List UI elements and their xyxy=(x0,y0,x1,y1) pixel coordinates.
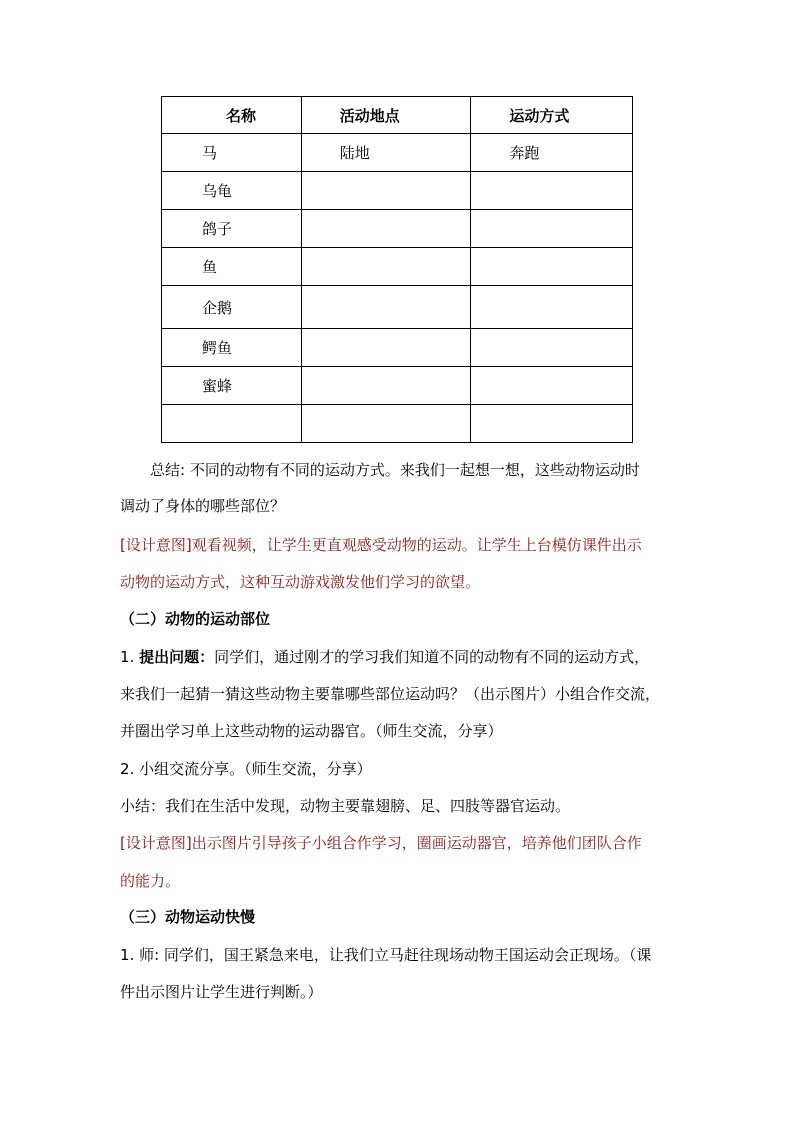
table-row xyxy=(162,248,633,286)
animal-movement-table xyxy=(161,96,633,443)
table-row xyxy=(162,210,633,248)
item-1-number: 1. xyxy=(120,648,140,666)
design-intent-1-line-1: [设计意图]观看视频，让学生更直观感受动物的运动。让学生上台模仿课件出示 xyxy=(120,536,642,554)
table-row xyxy=(162,367,633,405)
cell-movement xyxy=(471,367,633,405)
cell-place: 陆地 xyxy=(301,134,471,172)
cell-name xyxy=(162,405,302,443)
item-1-line-3: 并圈出学习单上这些动物的运动器官。（师生交流，分享） xyxy=(120,722,503,740)
item-1-line-2: 来我们一起猜一猜这些动物主要靠哪些部位运动吗？（出示图片）小组合作交流， xyxy=(120,685,661,703)
cell-name: 蜜蜂 xyxy=(162,367,302,405)
table-row xyxy=(162,405,633,443)
cell-movement xyxy=(471,405,633,443)
cell-place xyxy=(301,329,471,367)
table-row xyxy=(162,172,633,210)
table-row xyxy=(162,329,633,367)
conclusion: 小结：我们在生活中发现，动物主要靠翅膀、足、四肢等器官运动。 xyxy=(120,797,571,815)
item-1-label: 提出问题： xyxy=(139,648,215,666)
item-3-line-1: 1. 师: 同学们，国王紧急来电，让我们立马赶往现场动物王国运动会正现场。（课 xyxy=(120,946,652,964)
table-row xyxy=(162,134,633,172)
cell-movement xyxy=(471,210,633,248)
cell-movement xyxy=(471,286,633,329)
cell-name: 乌龟 xyxy=(162,172,302,210)
header-movement: 运动方式 xyxy=(471,97,633,134)
cell-place xyxy=(301,367,471,405)
cell-name: 马 xyxy=(162,134,302,172)
item-2: 2. 小组交流分享。（师生交流，分享） xyxy=(120,760,372,778)
cell-name: 企鹅 xyxy=(162,286,302,329)
cell-name: 鸽子 xyxy=(162,210,302,248)
cell-name: 鱼 xyxy=(162,248,302,286)
cell-place xyxy=(301,286,471,329)
header-place: 活动地点 xyxy=(301,97,471,134)
section-3-heading: （三）动物运动快慢 xyxy=(120,908,256,926)
design-intent-2-line-1: [设计意图]出示图片引导孩子小组合作学习，圈画运动器官，培养他们团队合作 xyxy=(120,834,642,852)
cell-place xyxy=(301,405,471,443)
item-3-line-2: 件出示图片让学生进行判断。） xyxy=(120,983,323,1001)
cell-name: 鳄鱼 xyxy=(162,329,302,367)
design-intent-1-line-2: 动物的运动方式，这种互动游戏激发他们学习的欲望。 xyxy=(120,573,481,591)
design-intent-2-line-2: 的能力。 xyxy=(120,872,181,890)
cell-place xyxy=(301,210,471,248)
section-2-heading: （二）动物的运动部位 xyxy=(120,610,271,628)
header-name: 名称 xyxy=(162,97,302,134)
cell-movement: 奔跑 xyxy=(471,134,633,172)
summary-line-2: 调动了身体的哪些部位？ xyxy=(120,497,286,515)
cell-movement xyxy=(471,248,633,286)
cell-movement xyxy=(471,172,633,210)
cell-movement xyxy=(471,329,633,367)
cell-place xyxy=(301,172,471,210)
summary-line-1: 总结: 不同的动物有不同的运动方式。来我们一起想一想，这些动物运动时 xyxy=(150,461,640,479)
item-1-text: 同学们，通过刚才的学习我们知道不同的动物有不同的运动方式， xyxy=(214,648,650,666)
table-row xyxy=(162,286,633,329)
item-1-line-1 xyxy=(120,647,649,667)
table-header-row xyxy=(162,97,633,134)
cell-place xyxy=(301,248,471,286)
